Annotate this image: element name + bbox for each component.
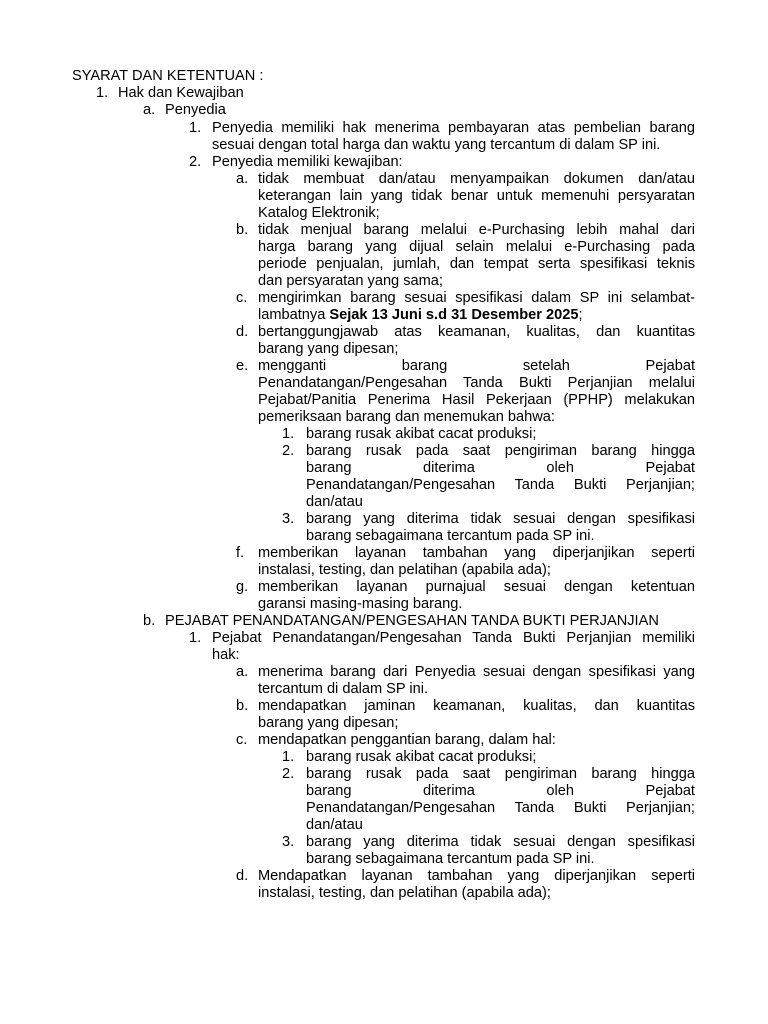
list-letter: c. (236, 732, 248, 748)
item-text-line: sesuai dengan total harga dan waktu yang tercantum di dalam SP ini. (212, 137, 661, 153)
deadline-prefix: lambatnya (258, 307, 330, 323)
sublist-text-line: barang diterima oleh Pejabat (306, 783, 695, 799)
list-text-line: tercantum di dalam SP ini. (258, 681, 429, 697)
list-letter: a. (236, 664, 249, 680)
sublist-number: 3. (282, 511, 295, 527)
sublist-text-line: barang rusak pada saat pengiriman barang hingga (306, 766, 695, 782)
list-letter: c. (236, 290, 248, 306)
item-text-line: Penyedia memiliki hak menerima pembayaran atas pembelian barang (212, 120, 695, 136)
list-text-line: mengirimkan barang sesuai spesifikasi dalam SP ini selambat- (258, 290, 695, 306)
item-number: 1. (189, 120, 202, 136)
list-text-line: Penandatangan/Pengesahan Tanda Bukti Perjanjian melalui (258, 375, 695, 391)
item-number: 2. (189, 154, 202, 170)
list-text-line: tidak menjual barang melalui e-Purchasing lebih mahal dari (258, 222, 695, 238)
list-text-line: mendapatkan penggantian barang, dalam hal: (258, 732, 556, 748)
subsection-heading: PEJABAT PENANDATANGAN/PENGESAHAN TANDA BUKTI PERJANJIAN (165, 613, 659, 629)
sublist-text-line: Penandatangan/Pengesahan Tanda Bukti Perjanjian; (306, 800, 695, 816)
subsection-letter: a. (143, 102, 156, 118)
list-text-line: instalasi, testing, dan pelatihan (apabila ada); (258, 562, 551, 578)
deadline-suffix: ; (578, 307, 583, 323)
sublist-number: 1. (282, 426, 295, 442)
sublist-text-line: barang yang diterima tidak sesuai dengan spesifikasi (306, 511, 695, 527)
section-heading: Hak dan Kewajiban (118, 85, 244, 101)
list-text-line: keterangan lain yang tidak benar untuk memenuhi persyaratan (258, 188, 695, 204)
sublist-text-line: barang diterima oleh Pejabat (306, 460, 695, 476)
list-text-line: memberikan layanan purnajual sesuai dengan ketentuan (258, 579, 695, 595)
sublist-number: 1. (282, 749, 295, 765)
sublist-text-line: barang rusak akibat cacat produksi; (306, 426, 537, 442)
list-letter: d. (236, 868, 249, 884)
list-letter: b. (236, 698, 249, 714)
list-text-line: barang yang dipesan; (258, 341, 399, 357)
sublist-number: 2. (282, 443, 295, 459)
sublist-text-line: barang sebagaimana tercantum pada SP ini. (306, 528, 595, 544)
sublist-text-line: barang sebagaimana tercantum pada SP ini. (306, 851, 595, 867)
list-text-line: instalasi, testing, dan pelatihan (apabila ada); (258, 885, 551, 901)
list-letter: d. (236, 324, 249, 340)
list-text-line: tidak membuat dan/atau menyampaikan dokumen dan/atau (258, 171, 695, 187)
list-text-line: mendapatkan jaminan keamanan, kualitas, dan kuantitas (258, 698, 695, 714)
list-text-line: garansi masing-masing barang. (258, 596, 463, 612)
sublist-text-line: barang rusak pada saat pengiriman barang hingga (306, 443, 695, 459)
list-text-line: harga barang yang dijual selain melalui e-Purchasing pada (258, 239, 695, 255)
list-text-line: Pejabat/Panitia Penerima Hasil Pekerjaan (PPHP) melakukan (258, 392, 695, 408)
item-text-line: hak: (212, 647, 240, 663)
list-text-line: mengganti barang setelah Pejabat (258, 358, 695, 374)
list-letter: f. (236, 545, 245, 561)
subsection-heading: Penyedia (165, 102, 226, 118)
item-text-line: Penyedia memiliki kewajiban: (212, 154, 403, 170)
list-text-line: pemeriksaan barang dan menemukan bahwa: (258, 409, 555, 425)
list-text-line: bertanggungjawab atas keamanan, kualitas, dan kuantitas (258, 324, 695, 340)
list-text-line: barang yang dipesan; (258, 715, 399, 731)
sublist-text-line: dan/atau (306, 817, 363, 833)
list-text-line: dan persyaratan yang sama; (258, 273, 443, 289)
sublist-text-line: Penandatangan/Pengesahan Tanda Bukti Perjanjian; (306, 477, 695, 493)
list-letter: e. (236, 358, 249, 374)
list-text-line (258, 307, 583, 324)
list-text-line: Katalog Elektronik; (258, 205, 380, 221)
document-title: SYARAT DAN KETENTUAN : (72, 68, 264, 84)
sublist-text-line: barang rusak akibat cacat produksi; (306, 749, 537, 765)
sublist-number: 3. (282, 834, 295, 850)
list-letter: g. (236, 579, 249, 595)
item-text-line: Pejabat Penandatangan/Pengesahan Tanda Bukti Perjanjian memiliki (212, 630, 695, 646)
item-number: 1. (189, 630, 202, 646)
subsection-letter: b. (143, 613, 156, 629)
sublist-number: 2. (282, 766, 295, 782)
delivery-period: Sejak 13 Juni s.d 31 Desember 2025 (329, 307, 579, 323)
list-letter: a. (236, 171, 249, 187)
sublist-text-line: dan/atau (306, 494, 363, 510)
sublist-text-line: barang yang diterima tidak sesuai dengan spesifikasi (306, 834, 695, 850)
list-text-line: menerima barang dari Penyedia sesuai dengan spesifikasi yang (258, 664, 695, 680)
list-text-line: Mendapatkan layanan tambahan yang diperjanjikan seperti (258, 868, 695, 884)
section-number: 1. (96, 85, 109, 101)
list-text-line: memberikan layanan tambahan yang diperjanjikan seperti (258, 545, 695, 561)
list-text-line: periode penjualan, jumlah, dan tempat serta spesifikasi teknis (258, 256, 695, 272)
list-letter: b. (236, 222, 249, 238)
